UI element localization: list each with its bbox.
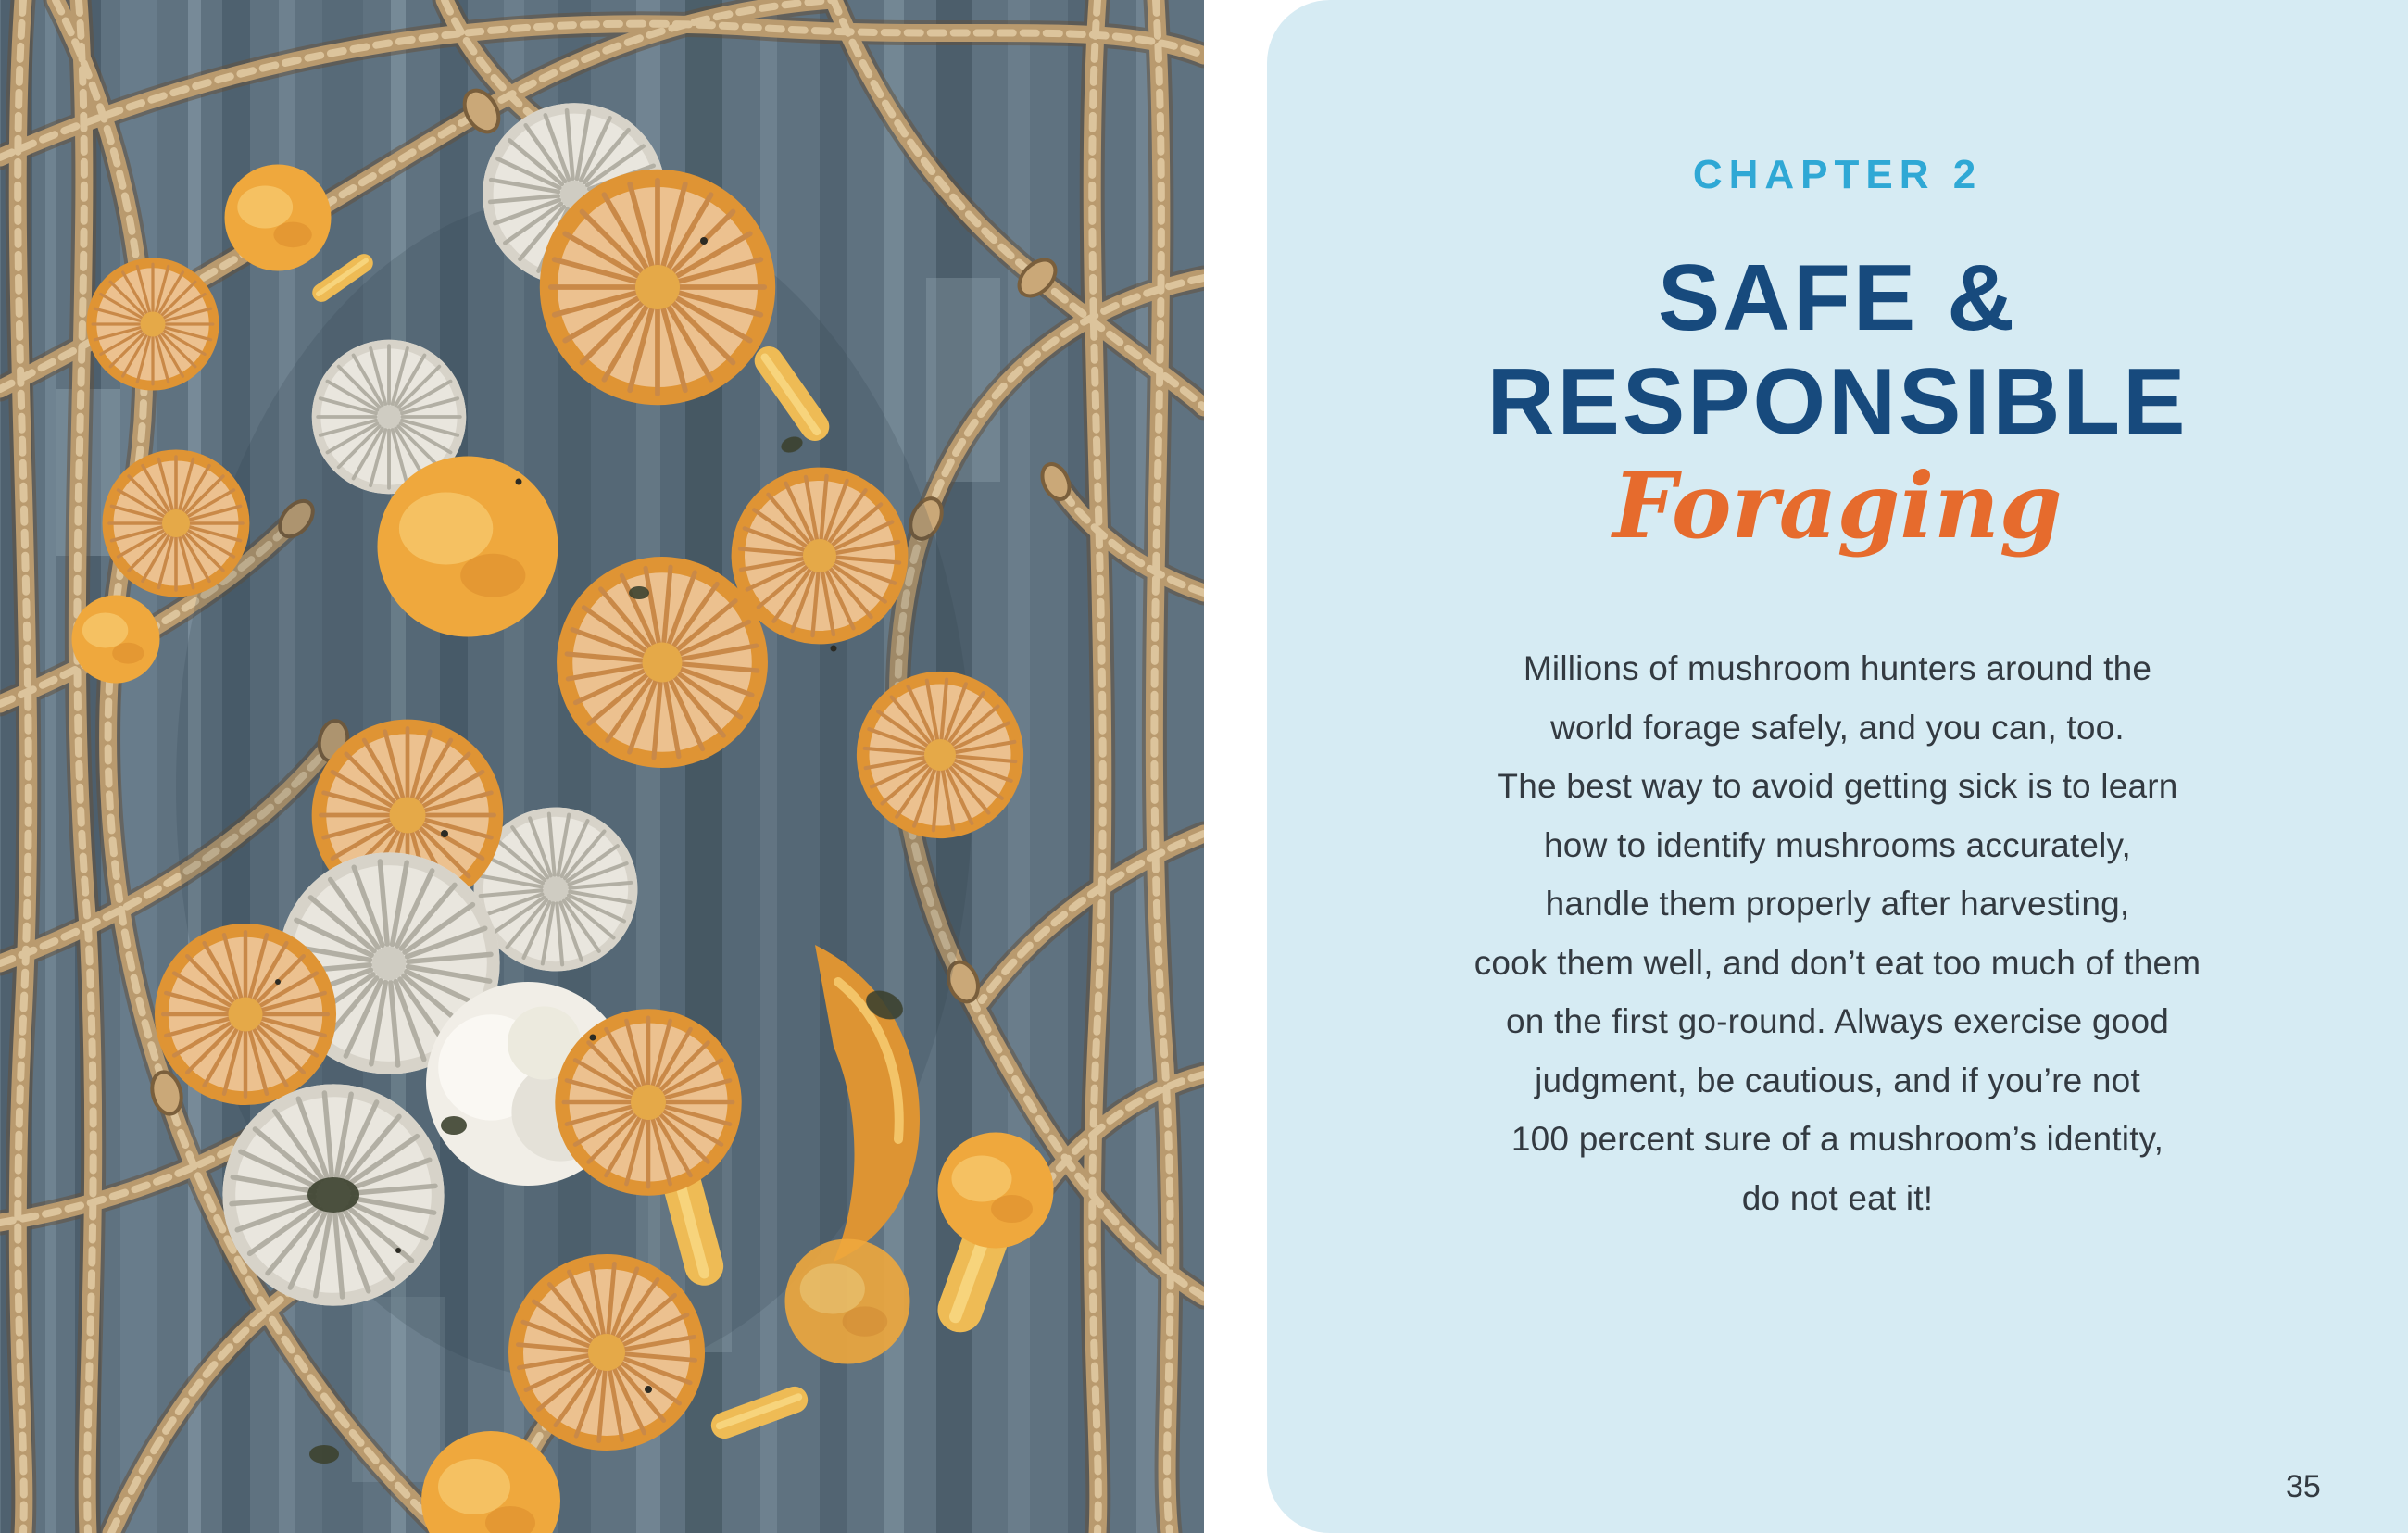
chapter-panel <box>1267 0 2408 1533</box>
paragraph-line: Millions of mushroom hunters around the <box>1523 649 2152 687</box>
page-number: 35 <box>2286 1469 2321 1504</box>
paragraph-line: do not eat it! <box>1741 1178 1934 1217</box>
paragraph-line: how to identify mushrooms accurately, <box>1544 825 2131 864</box>
paragraph-line: on the first go-round. Always exercise good <box>1505 1002 2170 1040</box>
paragraph-line: cook them well, and don’t eat too much of them <box>1474 943 2201 982</box>
chapter-title-line1: SAFE & <box>1657 246 2018 350</box>
paragraph-line: 100 percent sure of a mushroom’s identity, <box>1511 1120 2164 1158</box>
chapter-title <box>1267 246 2408 454</box>
paragraph-line: world forage safely, and you can, too. <box>1550 708 2125 747</box>
intro-paragraph <box>1267 639 2408 1227</box>
paragraph-line: The best way to avoid getting sick is to learn <box>1497 767 2178 805</box>
chapter-label: CHAPTER 2 <box>1692 152 1983 197</box>
chapter-subtitle: Foraging <box>1612 453 2063 559</box>
paragraph-line: handle them properly after harvesting, <box>1545 885 2130 923</box>
paragraph-line: judgment, be cautious, and if you’re not <box>1535 1061 2140 1099</box>
chapter-title-line2: RESPONSIBLE <box>1486 350 2189 454</box>
